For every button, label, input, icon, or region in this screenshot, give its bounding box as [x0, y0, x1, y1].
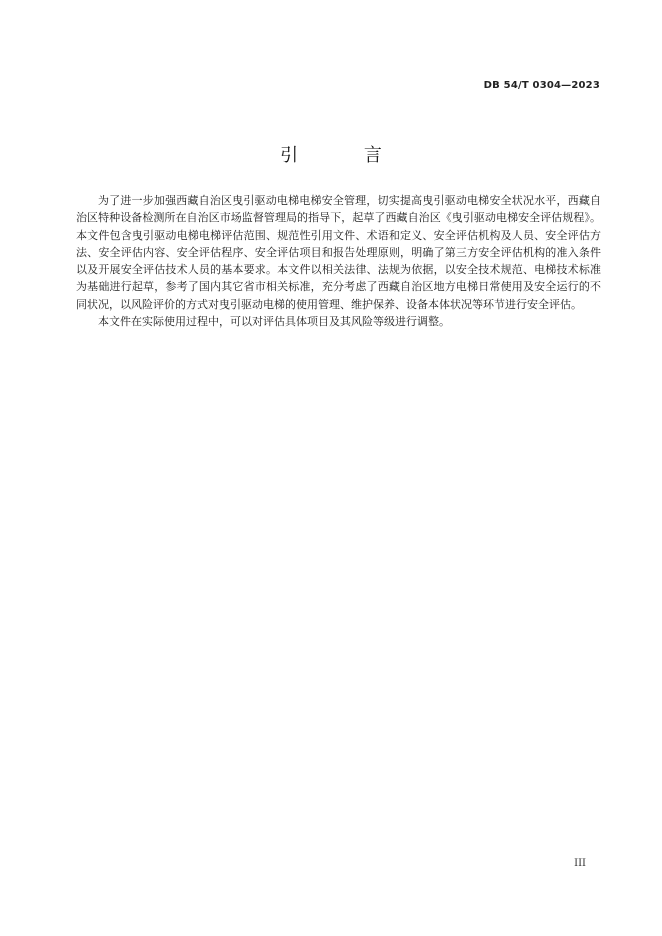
section-title: 引 言	[280, 145, 412, 166]
paragraph-2: 本文件在实际使用过程中，可以对评估具体项目及其风险等级进行调整。	[98, 315, 450, 329]
introduction-body	[76, 192, 601, 330]
paragraph-1: 为了进一步加强西藏自治区曳引驱动电梯电梯安全管理，切实提高曳引驱动电梯安全状况水平，西藏自治区特种设备检测所在自治区市场监督管理局的指导下，起草了西藏自治区《曳引驱动电梯安全评估规程》。本文件包含曳引驱动电梯电梯评估范围、规范性引用文件、术语和定义、安全评估机构及人员、安全评估方法、安全评估内容、安全评估程序、安全评估项目和报告处理原则，明确了第三方安全评估机构的准入条件以及开展安全评估技术人员的基本要求。本文件以相关法律、法规为依据，以安全技术规范、电梯技术标准为基础进行起草，参考了国内其它省市相关标准，充分考虑了西藏自治区地方电梯日常使用及安全运行的不同状况，以风险评价的方式对曳引驱动电梯的使用管理、维护保养、设备本体状况等环节进行安全评估。	[76, 194, 601, 311]
page-number: III	[574, 858, 586, 869]
standard-number: DB 54/T 0304—2023	[483, 80, 600, 91]
